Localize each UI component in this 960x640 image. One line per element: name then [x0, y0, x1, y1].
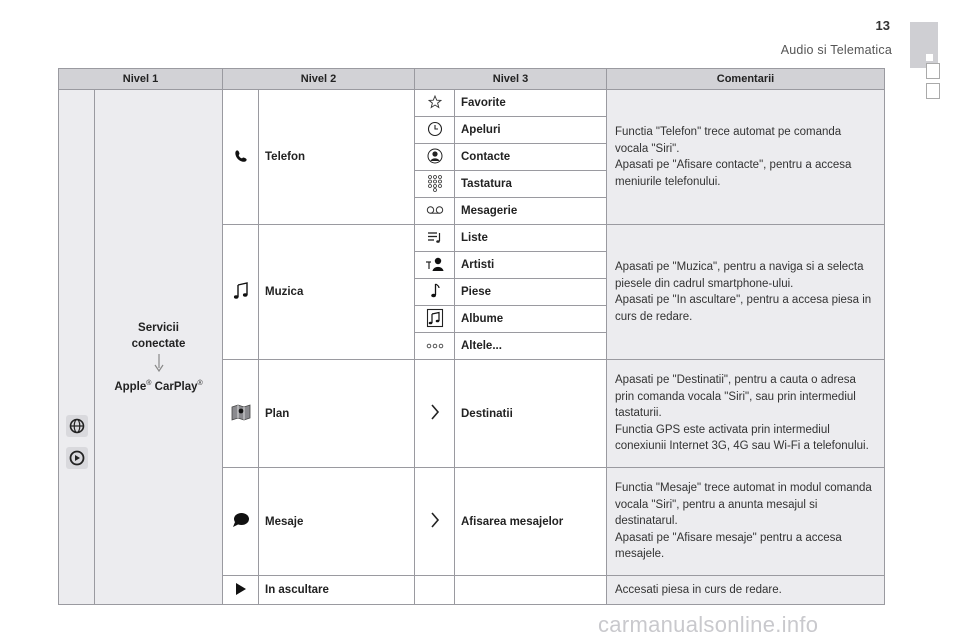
artisti-icon-cell[interactable] [415, 252, 455, 279]
header-nivel-1: Nivel 1 [59, 69, 223, 90]
watermark: carmanualsonline.info [598, 612, 819, 637]
nivel3-destinatii[interactable]: Destinatii [455, 360, 607, 468]
plan-icon-cell[interactable] [223, 360, 259, 468]
nivel3-mesagerie[interactable]: Mesagerie [455, 198, 607, 225]
globe-icon [66, 415, 88, 437]
destinatii-chevron-cell[interactable] [415, 360, 455, 468]
comment-in-ascultare: Accesati piesa in curs de redare. [607, 576, 885, 605]
song-icon [429, 283, 441, 299]
connected-services-table [58, 68, 885, 605]
nivel3-albume[interactable]: Albume [455, 306, 607, 333]
carplay-icon [66, 447, 88, 469]
album-icon [426, 308, 444, 328]
empty-cell [455, 576, 607, 605]
nivel3-apeluri[interactable]: Apeluri [455, 117, 607, 144]
nivel2-plan[interactable]: Plan [259, 360, 415, 468]
chevron-right-icon [430, 511, 440, 529]
section-title: Audio si Telematica [780, 43, 892, 57]
play-icon-cell[interactable] [223, 576, 259, 605]
tastatura-icon-cell[interactable] [415, 171, 455, 198]
nivel3-piese[interactable]: Piese [455, 279, 607, 306]
apple-carplay-label: Apple® CarPlay® [114, 379, 203, 393]
phone-icon [234, 149, 248, 163]
nivel3-contacte[interactable]: Contacte [455, 144, 607, 171]
contact-icon [427, 148, 443, 164]
nivel3-afisarea-mesajelor[interactable]: Afisarea mesajelor [455, 468, 607, 576]
piese-icon-cell[interactable] [415, 279, 455, 306]
nivel3-liste[interactable]: Liste [455, 225, 607, 252]
comment-muzica: Apasati pe "Muzica", pentru a naviga si a selecta piesele din cadrul smartphone-ului. Apasati pe "In ascultare", pentru a accesa piesa in curs de redare. [607, 225, 885, 360]
connected-services-cell [95, 90, 223, 605]
play-icon [235, 583, 247, 595]
nivel3-artisti[interactable]: Artisti [455, 252, 607, 279]
service-title-line1: Servicii [138, 321, 179, 334]
arrow-down-icon [154, 354, 164, 372]
message-bubble-icon [232, 512, 250, 528]
artist-icon [425, 256, 445, 272]
header-comentarii: Comentarii [607, 69, 885, 90]
nivel2-telefon[interactable]: Telefon [259, 90, 415, 225]
comment-mesaje: Functia "Mesaje" trece automat in modul comanda vocala "Siri", pentru a anunta mesajul si destinatarul. Apasati pe "Afisare mesaje" pentru a accesa mesajele. [607, 468, 885, 576]
chevron-right-icon [430, 403, 440, 421]
chapter-tab[interactable] [926, 63, 940, 79]
liste-icon-cell[interactable] [415, 225, 455, 252]
mesaje-icon-cell[interactable] [223, 468, 259, 576]
level1-icon-cell [59, 90, 95, 605]
keypad-icon [426, 174, 444, 192]
header-nivel-2: Nivel 2 [223, 69, 415, 90]
comment-telefon: Functia "Telefon" trece automat pe comanda vocala "Siri". Apasati pe "Afisare contacte", pentru a accesa meniurile telefonului. [607, 90, 885, 225]
altele-icon-cell[interactable] [415, 333, 455, 360]
favorite-icon-cell[interactable] [415, 90, 455, 117]
afisarea-chevron-cell[interactable] [415, 468, 455, 576]
chapter-tab-active[interactable] [910, 22, 938, 68]
contacte-icon-cell[interactable] [415, 144, 455, 171]
music-icon-cell[interactable] [223, 225, 259, 360]
nivel2-mesaje[interactable]: Mesaje [259, 468, 415, 576]
comment-plan: Apasati pe "Destinatii", pentru a cauta o adresa prin comanda vocala "Siri", sau prin intermediul tastaturii. Functia GPS este activata prin intermediul conexiunii Internet 3G, 4G sau Wi-Fi a telefonului. [607, 360, 885, 468]
map-icon [231, 402, 251, 422]
clock-icon [427, 121, 443, 137]
nivel3-altele[interactable]: Altele... [455, 333, 607, 360]
voicemail-icon [426, 205, 444, 215]
page-number: 13 [875, 18, 890, 33]
nivel2-muzica[interactable]: Muzica [259, 225, 415, 360]
empty-cell [415, 576, 455, 605]
music-note-icon [233, 282, 249, 300]
playlist-icon [427, 230, 443, 244]
nivel2-in-ascultare[interactable]: In ascultare [259, 576, 415, 605]
albume-icon-cell[interactable] [415, 306, 455, 333]
service-title-line2: conectate [131, 337, 186, 350]
chapter-tab[interactable] [926, 83, 940, 99]
mesagerie-icon-cell[interactable] [415, 198, 455, 225]
nivel3-favorite[interactable]: Favorite [455, 90, 607, 117]
header-nivel-3: Nivel 3 [415, 69, 607, 90]
more-icon [426, 343, 444, 349]
phone-icon-cell[interactable] [223, 90, 259, 225]
star-icon [428, 95, 442, 109]
apeluri-icon-cell[interactable] [415, 117, 455, 144]
nivel3-tastatura[interactable]: Tastatura [455, 171, 607, 198]
